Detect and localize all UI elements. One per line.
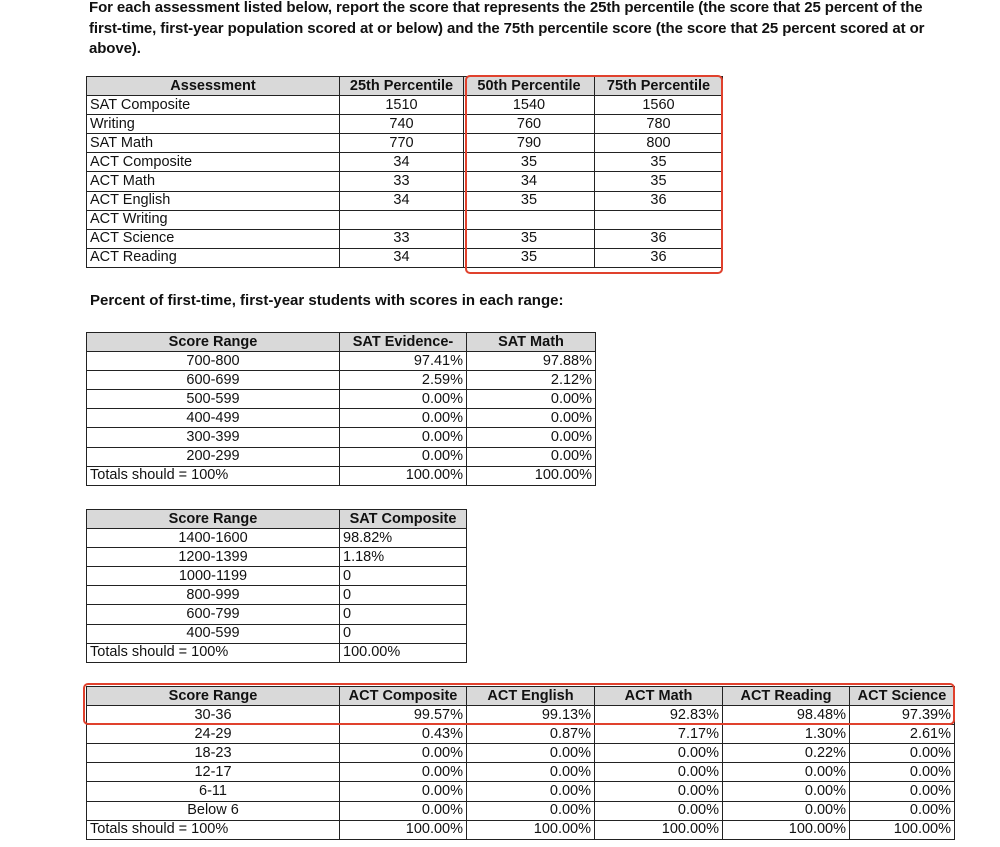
- cell-value: 100.00%: [340, 466, 467, 485]
- cell-value: 0.00%: [850, 782, 955, 801]
- table-row: [87, 210, 723, 229]
- row-label: Totals should = 100%: [87, 820, 340, 839]
- table-row: [87, 567, 467, 586]
- cell-value: 97.88%: [467, 352, 596, 371]
- cell-value: 0.00%: [850, 763, 955, 782]
- cell-value: 0.00%: [467, 801, 595, 820]
- cell-value: 2.59%: [340, 371, 467, 390]
- cell-value: 0.87%: [467, 725, 595, 744]
- table-row: [87, 744, 955, 763]
- cell-value: 92.83%: [595, 706, 723, 725]
- row-label: 6-11: [87, 782, 340, 801]
- row-label: SAT Math: [87, 134, 340, 153]
- cell-value: 800: [595, 134, 723, 153]
- table-row: [87, 390, 596, 409]
- cell-value: 0.00%: [340, 782, 467, 801]
- table-row: [87, 371, 596, 390]
- row-label: SAT Composite: [87, 96, 340, 115]
- row-label: 30-36: [87, 706, 340, 725]
- header-act-reading: ACT Reading: [723, 687, 850, 706]
- cell-value: 1.30%: [723, 725, 850, 744]
- cell-value: 0.00%: [595, 782, 723, 801]
- cell-value: [464, 210, 595, 229]
- table-row: [87, 115, 723, 134]
- table-row: [87, 624, 467, 643]
- cell-value: 100.00%: [340, 820, 467, 839]
- header-act-math: ACT Math: [595, 687, 723, 706]
- cell-value: 100.00%: [467, 466, 596, 485]
- cell-value: 97.39%: [850, 706, 955, 725]
- cell-value: 2.61%: [850, 725, 955, 744]
- cell-value: 0: [340, 605, 467, 624]
- cell-value: 35: [464, 153, 595, 172]
- row-label: Totals should = 100%: [87, 466, 340, 485]
- row-label: Below 6: [87, 801, 340, 820]
- row-label: Totals should = 100%: [87, 643, 340, 662]
- act-ranges-table: [86, 686, 955, 840]
- cell-value: 0.00%: [467, 744, 595, 763]
- table-row: [87, 706, 955, 725]
- row-label: Writing: [87, 115, 340, 134]
- table-row: [87, 352, 596, 371]
- cell-value: 780: [595, 115, 723, 134]
- percentiles-table: [86, 76, 723, 268]
- cell-value: 0.00%: [467, 409, 596, 428]
- table-row: [87, 586, 467, 605]
- table-row: [87, 529, 467, 548]
- table-row: [87, 447, 596, 466]
- table-row: [87, 191, 723, 210]
- row-label: 1200-1399: [87, 548, 340, 567]
- cell-value: 0: [340, 567, 467, 586]
- cell-value: 0: [340, 586, 467, 605]
- cell-value: [340, 210, 464, 229]
- table-header-row: [87, 510, 467, 529]
- row-label: 500-599: [87, 390, 340, 409]
- cell-value: 0: [340, 624, 467, 643]
- row-label: 700-800: [87, 352, 340, 371]
- header-assessment: Assessment: [87, 77, 340, 96]
- cell-value: 0.00%: [340, 447, 467, 466]
- sat-section-ranges-table: [86, 332, 596, 486]
- row-label: ACT English: [87, 191, 340, 210]
- row-label: 600-799: [87, 605, 340, 624]
- table-header-row: [87, 333, 596, 352]
- cell-value: 0.00%: [340, 763, 467, 782]
- row-label: 800-999: [87, 586, 340, 605]
- cell-value: 0.00%: [850, 801, 955, 820]
- row-label: ACT Math: [87, 172, 340, 191]
- cell-value: 34: [464, 172, 595, 191]
- row-label: 400-499: [87, 409, 340, 428]
- header-act-composite: ACT Composite: [340, 687, 467, 706]
- cell-value: 0.00%: [467, 428, 596, 447]
- cell-value: 36: [595, 229, 723, 248]
- table-header-row: [87, 77, 723, 96]
- cell-value: 34: [340, 153, 464, 172]
- cell-value: 0.00%: [467, 447, 596, 466]
- cell-value: 100.00%: [467, 820, 595, 839]
- table-row: [87, 820, 955, 839]
- row-label: ACT Writing: [87, 210, 340, 229]
- row-label: 600-699: [87, 371, 340, 390]
- row-label: 300-399: [87, 428, 340, 447]
- cell-value: 33: [340, 229, 464, 248]
- cell-value: 1560: [595, 96, 723, 115]
- cell-value: 100.00%: [723, 820, 850, 839]
- cell-value: 0.00%: [723, 801, 850, 820]
- cell-value: 0.00%: [595, 744, 723, 763]
- cell-value: 0.00%: [467, 763, 595, 782]
- cell-value: [595, 210, 723, 229]
- cell-value: 0.00%: [723, 763, 850, 782]
- row-label: 12-17: [87, 763, 340, 782]
- cell-value: 33: [340, 172, 464, 191]
- table-header-row: [87, 687, 955, 706]
- cell-value: 0.00%: [723, 782, 850, 801]
- cell-value: 98.48%: [723, 706, 850, 725]
- cell-value: 35: [595, 172, 723, 191]
- cell-value: 34: [340, 248, 464, 267]
- cell-value: 760: [464, 115, 595, 134]
- table-row: [87, 801, 955, 820]
- table-row: [87, 643, 467, 662]
- header-75th: 75th Percentile: [595, 77, 723, 96]
- header-50th: 50th Percentile: [464, 77, 595, 96]
- cell-value: 36: [595, 191, 723, 210]
- table-row: [87, 229, 723, 248]
- cell-value: 98.82%: [340, 529, 467, 548]
- cell-value: 2.12%: [467, 371, 596, 390]
- cell-value: 0.00%: [340, 428, 467, 447]
- cell-value: 34: [340, 191, 464, 210]
- row-label: 200-299: [87, 447, 340, 466]
- cell-value: 35: [464, 191, 595, 210]
- table-row: [87, 134, 723, 153]
- row-label: ACT Science: [87, 229, 340, 248]
- row-label: 24-29: [87, 725, 340, 744]
- cell-value: 99.57%: [340, 706, 467, 725]
- ranges-heading: Percent of first-time, first-year students with scores in each range:: [90, 292, 564, 309]
- header-sat-evidence: SAT Evidence-: [340, 333, 467, 352]
- cell-value: 0.00%: [340, 801, 467, 820]
- cell-value: 0.00%: [467, 390, 596, 409]
- cell-value: 100.00%: [595, 820, 723, 839]
- cell-value: 0.00%: [595, 801, 723, 820]
- table-row: [87, 725, 955, 744]
- table-row: [87, 428, 596, 447]
- header-25th: 25th Percentile: [340, 77, 464, 96]
- row-label: 400-599: [87, 624, 340, 643]
- cell-value: 0.00%: [340, 409, 467, 428]
- cell-value: 35: [464, 248, 595, 267]
- cell-value: 0.00%: [340, 390, 467, 409]
- header-sat-composite: SAT Composite: [340, 510, 467, 529]
- table-row: [87, 172, 723, 191]
- cell-value: 1.18%: [340, 548, 467, 567]
- table-row: [87, 96, 723, 115]
- cell-value: 0.00%: [467, 782, 595, 801]
- header-sat-math: SAT Math: [467, 333, 596, 352]
- row-label: ACT Reading: [87, 248, 340, 267]
- cell-value: 790: [464, 134, 595, 153]
- table-row: [87, 153, 723, 172]
- cell-value: 35: [595, 153, 723, 172]
- table-row: [87, 605, 467, 624]
- cell-value: 0.43%: [340, 725, 467, 744]
- header-score-range: Score Range: [87, 687, 340, 706]
- cell-value: 100.00%: [340, 643, 467, 662]
- intro-instructions: For each assessment listed below, report the score that represents the 25th percentile (the score that 25 percent of the first-time, first-year population scored at or below) and the 75th percentile score (the score that 25 percent scored at or above).: [89, 0, 925, 57]
- header-score-range: Score Range: [87, 510, 340, 529]
- header-act-science: ACT Science: [850, 687, 955, 706]
- table-row: [87, 548, 467, 567]
- cell-value: 99.13%: [467, 706, 595, 725]
- header-act-english: ACT English: [467, 687, 595, 706]
- cell-value: 0.22%: [723, 744, 850, 763]
- table-row: [87, 782, 955, 801]
- sat-composite-ranges-table: [86, 509, 467, 663]
- row-label: 1400-1600: [87, 529, 340, 548]
- header-score-range: Score Range: [87, 333, 340, 352]
- cell-value: 97.41%: [340, 352, 467, 371]
- table-row: [87, 763, 955, 782]
- table-row: [87, 409, 596, 428]
- cell-value: 770: [340, 134, 464, 153]
- row-label: ACT Composite: [87, 153, 340, 172]
- cell-value: 740: [340, 115, 464, 134]
- cell-value: 36: [595, 248, 723, 267]
- cell-value: 1510: [340, 96, 464, 115]
- cell-value: 0.00%: [595, 763, 723, 782]
- cell-value: 1540: [464, 96, 595, 115]
- cell-value: 35: [464, 229, 595, 248]
- cell-value: 7.17%: [595, 725, 723, 744]
- row-label: 1000-1199: [87, 567, 340, 586]
- row-label: 18-23: [87, 744, 340, 763]
- cell-value: 100.00%: [850, 820, 955, 839]
- cell-value: 0.00%: [850, 744, 955, 763]
- table-row: [87, 466, 596, 485]
- table-row: [87, 248, 723, 267]
- cell-value: 0.00%: [340, 744, 467, 763]
